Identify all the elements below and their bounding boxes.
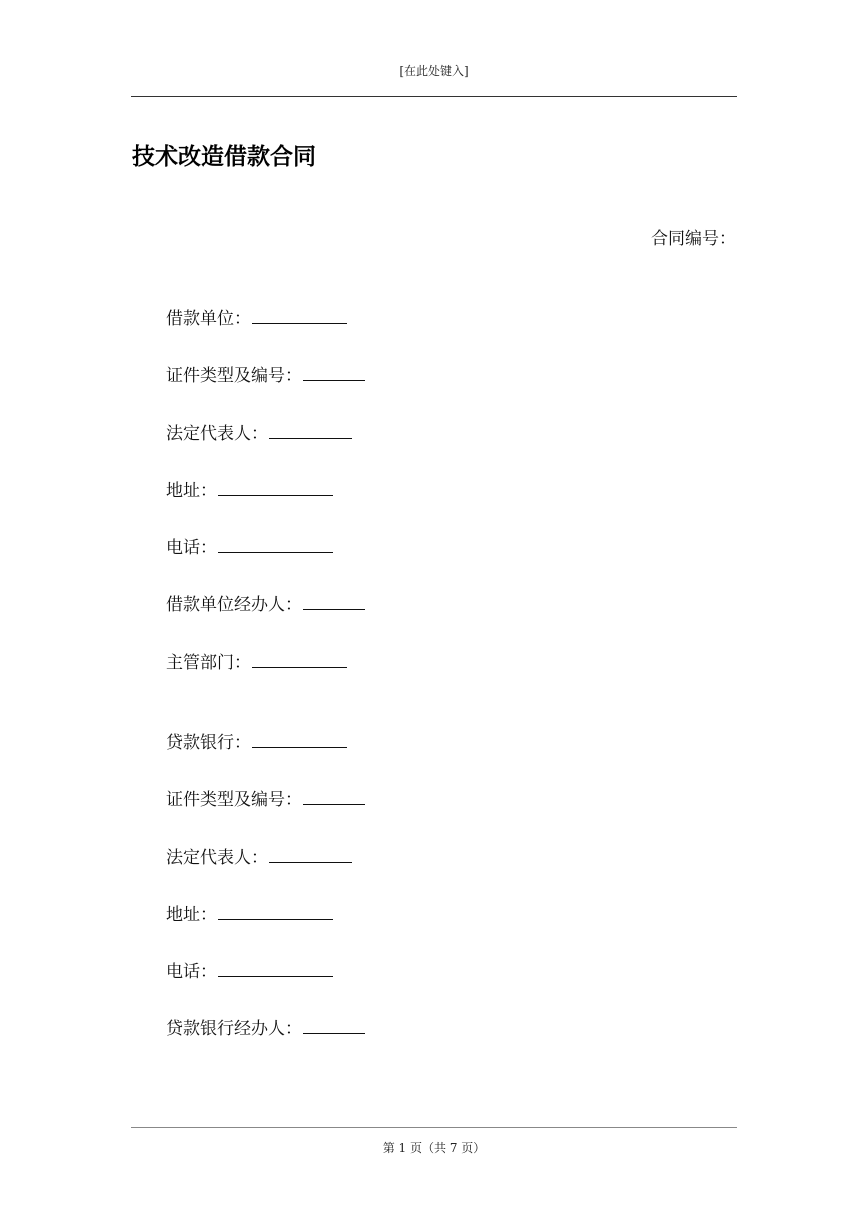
fill-in-blank[interactable] [252,746,347,748]
fill-in-blank[interactable] [303,379,365,381]
field-label: 主管部门： [166,653,251,673]
footer-divider [131,1127,737,1128]
field-label: 证件类型及编号： [166,790,302,810]
fill-in-blank[interactable] [218,494,333,496]
field-label: 法定代表人： [166,424,268,444]
lender-bank-field [166,728,347,753]
fill-in-blank[interactable] [252,666,347,668]
field-label: 贷款银行： [166,733,251,753]
lender-address-field [166,900,333,925]
header-divider [131,96,737,97]
fill-in-blank[interactable] [303,1032,365,1034]
field-label: 电话： [166,962,217,982]
field-label: 借款单位经办人： [166,595,302,615]
fill-in-blank[interactable] [269,437,352,439]
field-label: 电话： [166,538,217,558]
field-label: 地址： [166,481,217,501]
borrower-unit-field [166,304,347,329]
fill-in-blank[interactable] [269,861,352,863]
lender-legal-rep-field [166,843,352,868]
fill-in-blank[interactable] [218,975,333,977]
field-label: 贷款银行经办人： [166,1019,302,1039]
lender-phone-field [166,957,333,982]
field-label: 法定代表人： [166,848,268,868]
borrower-department-field [166,648,347,673]
borrower-phone-field [166,533,333,558]
borrower-agent-field [166,590,365,615]
fill-in-blank[interactable] [303,608,365,610]
header-text: [在此处键入] [399,64,469,78]
lender-agent-field [166,1014,365,1039]
field-label: 地址： [166,905,217,925]
fill-in-blank[interactable] [218,918,333,920]
fill-in-blank[interactable] [218,551,333,553]
lender-id-field [166,785,365,810]
field-label: 借款单位： [166,309,251,329]
field-label: 证件类型及编号： [166,366,302,386]
document-title: 技术改造借款合同 [132,143,316,170]
fill-in-blank[interactable] [252,322,347,324]
borrower-address-field [166,476,333,501]
contract-number-label: 合同编号： [651,229,736,249]
fill-in-blank[interactable] [303,803,365,805]
page-number: 第 1 页（共 7 页） [382,1141,486,1155]
borrower-id-field [166,361,365,386]
borrower-legal-rep-field [166,419,352,444]
